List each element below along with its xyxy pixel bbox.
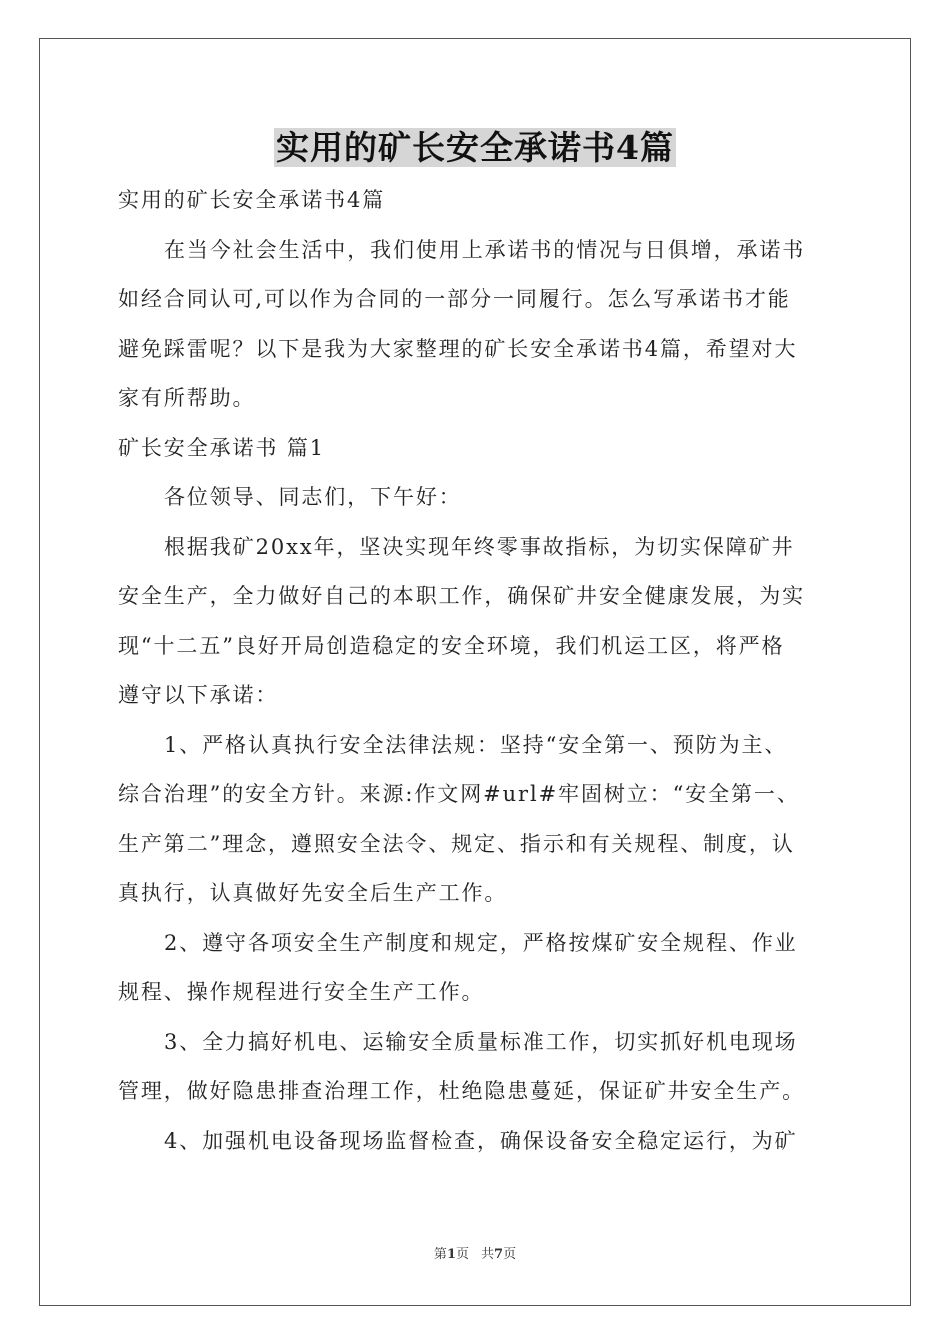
text-line: 遵守以下承诺： <box>118 683 279 707</box>
document-title-text: 实用的矿长安全承诺书4篇 <box>276 128 674 167</box>
total-label-suffix: 页 <box>503 1247 517 1262</box>
text-line: 3、全力搞好机电、运输安全质量标准工作，切实抓好机电现场 <box>164 1029 798 1054</box>
page-footer <box>0 1246 950 1264</box>
text-line: 综合治理”的安全方针。来源:作文网#url#牢固树立：“安全第一、 <box>118 782 800 806</box>
text-line: 实用的矿长安全承诺书4篇 <box>118 188 386 212</box>
page-label-suffix: 页 <box>455 1247 469 1262</box>
text-line: 1、严格认真执行安全法律法规：坚持“安全第一、预防为主、 <box>164 732 788 757</box>
total-page-number: 7 <box>494 1247 504 1262</box>
text-line: 2、遵守各项安全生产制度和规定，严格按煤矿安全规程、作业 <box>164 930 798 955</box>
text-line: 4、加强机电设备现场监督检查，确保设备安全稳定运行，为矿 <box>164 1128 798 1153</box>
text-line: 规程、操作规程进行安全生产工作。 <box>118 980 485 1004</box>
text-line: 在当今社会生活中，我们使用上承诺书的情况与日俱增，承诺书 <box>164 237 806 262</box>
text-line: 如经合同认可,可以作为合同的一部分一同履行。怎么写承诺书才能 <box>118 287 791 311</box>
text-line: 现“十二五”良好开局创造稳定的安全环境，我们机运工区，将严格 <box>118 633 785 658</box>
page-label-prefix: 第 <box>433 1247 447 1262</box>
text-line: 各位领导、同志们，下午好： <box>164 485 462 509</box>
text-line: 矿长安全承诺书 篇1 <box>118 435 326 460</box>
text-line: 避免踩雷呢？以下是我为大家整理的矿长安全承诺书4篇，希望对大 <box>118 336 798 361</box>
document-title <box>0 126 950 170</box>
current-page-number: 1 <box>446 1247 456 1262</box>
document-body <box>118 176 834 1166</box>
text-line: 管理，做好隐患排查治理工作，杜绝隐患蔓延，保证矿井安全生产。 <box>118 1079 805 1103</box>
text-line: 生产第二”理念，遵照安全法令、规定、指示和有关规程、制度，认 <box>118 831 795 856</box>
text-line: 安全生产，全力做好自己的本职工作，确保矿井安全健康发展，为实 <box>118 584 805 608</box>
text-line: 根据我矿20xx年，坚决实现年终零事故指标，为切实保障矿井 <box>164 534 795 559</box>
total-label-prefix: 共 <box>481 1247 495 1262</box>
text-line: 真执行，认真做好先安全后生产工作。 <box>118 881 508 905</box>
text-line: 家有所帮助。 <box>118 386 256 410</box>
